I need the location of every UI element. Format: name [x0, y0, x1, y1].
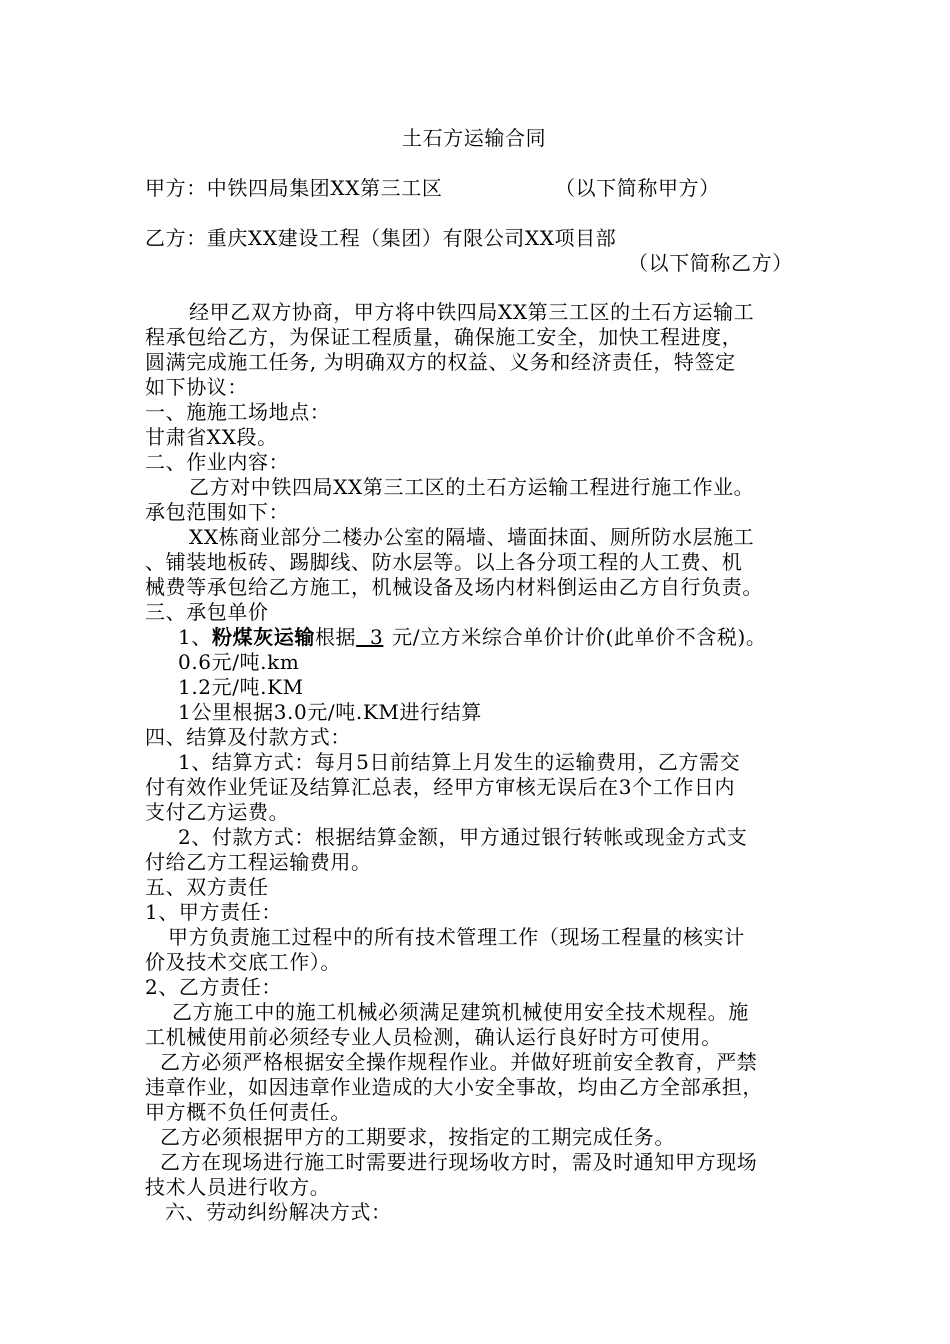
section-5-party-a-line: 价及技术交底工作）。: [145, 950, 341, 974]
section-5-party-a-line: 甲方负责施工过程中的所有技术管理工作（现场工程量的核实计: [168, 925, 745, 949]
document-title: 土石方运输合同: [402, 126, 547, 150]
party-a-alias: （以下简称甲方）: [555, 176, 720, 200]
section-5-party-a-heading: 1、甲方责任：: [145, 900, 282, 924]
section-5-party-b-line: 乙方施工中的施工机械必须满足建筑机械使用安全技术规程。施: [172, 1000, 749, 1024]
party-a-line: 甲方：中铁四局集团XX第三工区: [145, 176, 443, 200]
item-1-pre-value: 根据: [314, 625, 357, 649]
section-2-line: 乙方对中铁四局XX第三工区的土石方运输工程进行施工作业。: [189, 475, 755, 499]
item-1-prefix: 1、: [178, 625, 212, 649]
section-4-heading: 四、结算及付款方式：: [145, 725, 351, 749]
rate-line: 1公里根据3.0元/吨.KM进行结算: [178, 700, 482, 724]
section-4-line: 付给乙方工程运输费用。: [145, 850, 372, 874]
section-2-line: XX栋商业部分二楼办公室的隔墙、墙面抹面、厕所防水层施工: [189, 525, 755, 549]
section-4-line: 2、付款方式：根据结算金额，甲方通过银行转帐或现金方式支: [178, 825, 748, 849]
section-3-heading: 三、承包单价: [145, 600, 269, 624]
section-6-heading: 六、劳动纠纷解决方式：: [165, 1200, 392, 1224]
item-1-bold-label: 粉煤灰运输: [211, 625, 315, 649]
section-1-body: 甘肃省XX段。: [145, 425, 278, 449]
section-4-line: 1、结算方式：每月5日前结算上月发生的运输费用，乙方需交: [178, 750, 741, 774]
section-2-line: 承包范围如下：: [145, 500, 290, 524]
party-b-alias: （以下简称乙方）: [628, 251, 793, 275]
section-5-party-b-line: 甲方概不负任何责任。: [145, 1100, 351, 1124]
section-4-line: 支付乙方运费。: [145, 800, 290, 824]
item-1-post-value: 元/立方米综合单价计价(此单价不含税)。: [392, 625, 767, 649]
section-4-line: 付有效作业凭证及结算汇总表，经甲方审核无误后在3个工作日内: [145, 775, 736, 799]
party-b-line: 乙方：重庆XX建设工程（集团）有限公司XX项目部: [145, 226, 617, 250]
section-3-item-1: [178, 624, 766, 650]
intro-line: 圆满完成施工任务, 为明确双方的权益、义务和经济责任，特签定: [145, 350, 736, 374]
section-5-heading: 五、双方责任: [145, 875, 269, 899]
section-2-line: 、铺装地板砖、踢脚线、防水层等。以上各分项工程的人工费、机: [145, 550, 743, 574]
intro-line: 经甲乙双方协商，甲方将中铁四局XX第三工区的土石方运输工: [189, 300, 755, 324]
item-1-unit-price: 3: [356, 625, 384, 649]
section-5-party-b-line: 乙方必须严格根据安全操作规程作业。并做好班前安全教育，严禁: [160, 1050, 758, 1074]
section-5-party-b-line: 工机械使用前必须经专业人员检测，确认运行良好时方可使用。: [145, 1025, 722, 1049]
intro-line: 程承包给乙方，为保证工程质量，确保施工安全，加快工程进度，: [145, 325, 743, 349]
section-5-party-b-line: 乙方必须根据甲方的工期要求，按指定的工期完成任务。: [160, 1125, 675, 1149]
section-1-heading: 一、施施工场地点：: [145, 400, 331, 424]
section-5-party-b-line: 乙方在现场进行施工时需要进行现场收方时，需及时通知甲方现场: [160, 1150, 758, 1174]
section-5-party-b-heading: 2、乙方责任：: [145, 975, 282, 999]
section-2-line: 械费等承包给乙方施工，机械设备及场内材料倒运由乙方自行负责。: [145, 575, 763, 599]
intro-line: 如下协议：: [145, 375, 248, 399]
rate-line: 0.6元/吨.km: [178, 650, 300, 674]
rate-line: 1.2元/吨.KM: [178, 675, 304, 699]
section-5-party-b-line: 技术人员进行收方。: [145, 1175, 331, 1199]
section-5-party-b-line: 违章作业，如因违章作业造成的大小安全事故，均由乙方全部承担，: [145, 1075, 763, 1099]
section-2-heading: 二、作业内容：: [145, 450, 290, 474]
